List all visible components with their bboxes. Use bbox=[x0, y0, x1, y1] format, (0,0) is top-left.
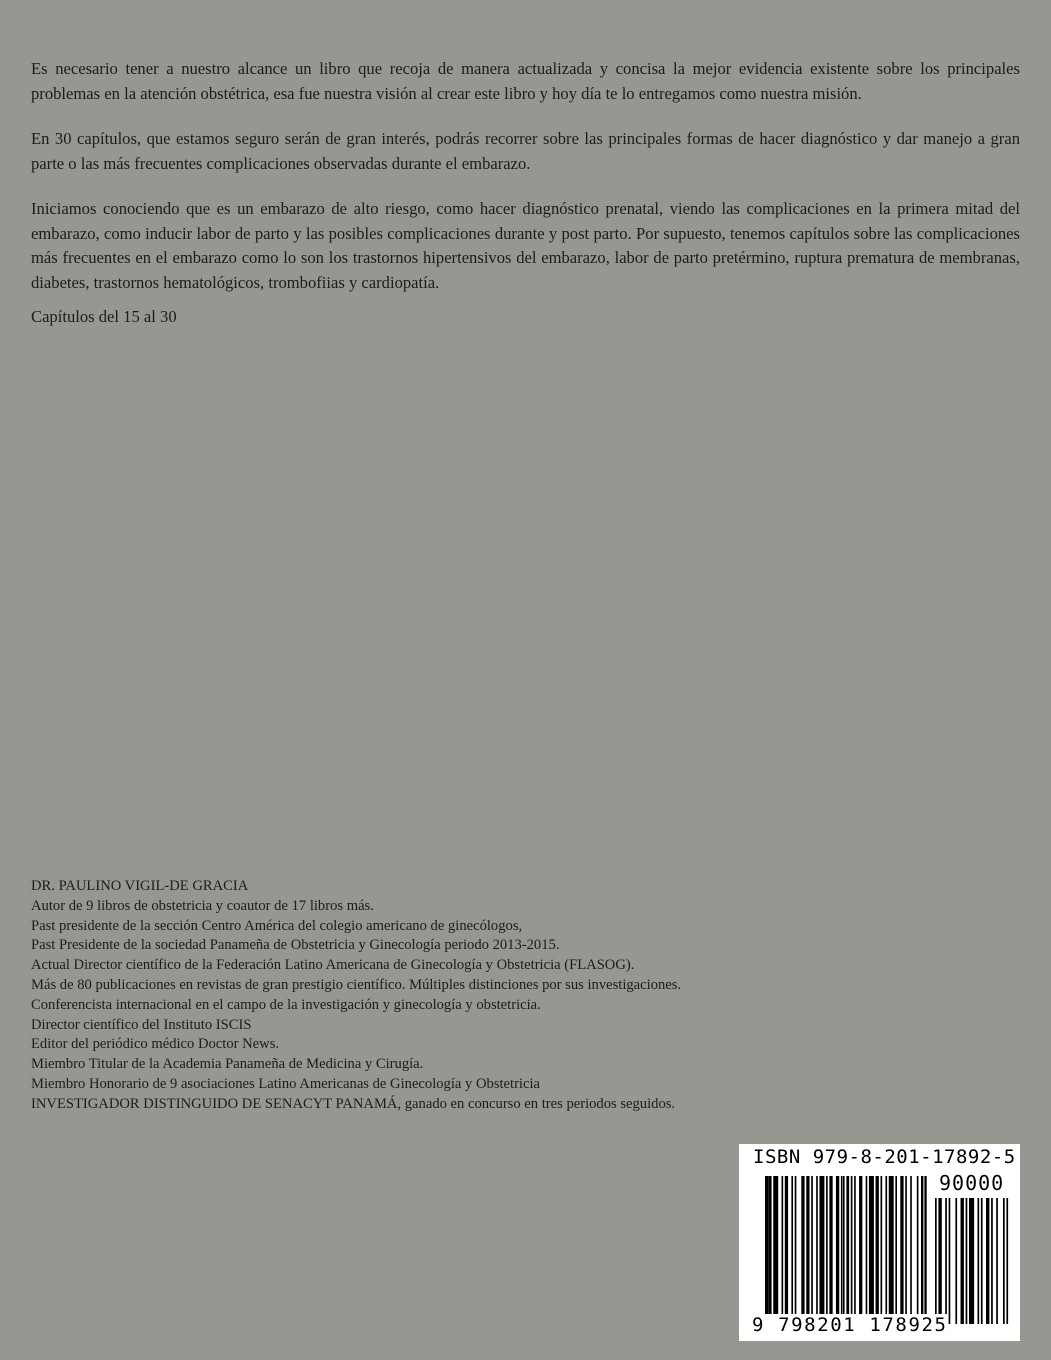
description-paragraph-1: Es necesario tener a nuestro alcance un libro que recoja de manera actualizada y concisa la mejor evidencia existente sobre los principales problemas en la atención obstétrica, esa fue nuestra visión al crear este libro y hoy día te lo entregamos como nuestra misión. bbox=[31, 59, 1020, 103]
author-credential: Más de 80 publicaciones en revistas de gran prestigio científico. Múltiples distinciones por sus investigaciones. bbox=[31, 976, 682, 993]
isbn-text: ISBN 979-8-201-17892-5 bbox=[753, 1146, 1016, 1168]
back-cover-description bbox=[31, 57, 1020, 351]
ean-digits: 9 798201 178925 bbox=[752, 1314, 948, 1336]
author-credential: Editor del periódico médico Doctor News. bbox=[31, 1036, 280, 1053]
author-credential: Past presidente de la sección Centro América del colegio americano de ginecólogos, bbox=[31, 917, 523, 934]
author-credential: Director científico del Instituto ISCIS bbox=[31, 1016, 252, 1033]
price-code: 90000 bbox=[939, 1171, 1005, 1195]
isbn-barcode-box bbox=[739, 1144, 1020, 1341]
author-credential: INVESTIGADOR DISTINGUIDO DE SENACYT PANAMÁ, ganado en concurso en tres periodos seguidos. bbox=[31, 1095, 676, 1112]
description-paragraph-3: Iniciamos conociendo que es un embarazo de alto riesgo, como hacer diagnóstico prenatal, viendo las complicaciones en la primera mitad del embarazo, como inducir labor de parto y las posibles complicaciones durante y post parto. Por supuesto, tenemos capítulos sobre las complicaciones más frecuentes en el embarazo como lo son los trastornos hipertensivos del embarazo, labor de parto pretérmino, ruptura prematura de membranas, diabetes, trastornos hematológicos, trombofiias y cardiopatía. bbox=[31, 199, 1020, 292]
description-paragraph-2: En 30 capítulos, que estamos seguro serán de gran interés, podrás recorrer sobre las principales formas de hacer diagnóstico y dar manejo a gran parte o las más frecuentes complicaciones observadas durante el embarazo. bbox=[31, 129, 1020, 173]
author-credential: Conferencista internacional en el campo de la investigación y ginecología y obstetricia. bbox=[31, 996, 541, 1013]
author-credential: Past Presidente de la sociedad Panameña de Obstetricia y Ginecología periodo 2013-2015. bbox=[31, 937, 560, 954]
author-credential: Miembro Titular de la Academia Panameña de Medicina y Cirugía. bbox=[31, 1056, 424, 1073]
author-credential: Miembro Honorario de 9 asociaciones Latino Americanas de Ginecología y Obstetricia bbox=[31, 1075, 540, 1092]
author-credential: Actual Director científico de la Federación Latino Americana de Ginecología y Obstetricia (FLASOG). bbox=[31, 957, 635, 974]
chapters-note: Capítulos del 15 al 30 bbox=[31, 307, 177, 326]
author-credential: Autor de 9 libros de obstetricia y coautor de 17 libros más. bbox=[31, 897, 374, 914]
author-name: DR. PAULINO VIGIL-DE GRACIA bbox=[31, 878, 249, 894]
author-bio bbox=[31, 877, 931, 1115]
